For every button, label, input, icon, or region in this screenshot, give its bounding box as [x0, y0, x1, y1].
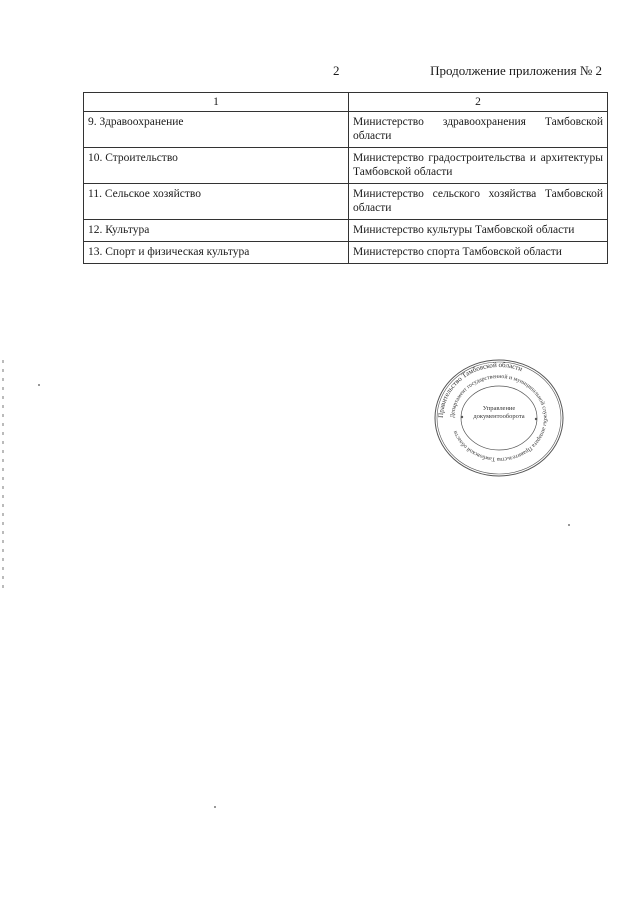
page-number: 2 [333, 63, 340, 78]
table-row [84, 148, 608, 184]
seal-outer-text: Правительство Тамбовской области [436, 360, 524, 419]
seal-stamp [432, 357, 566, 479]
ministry-cell: Министерство здравоохранения Тамбовской области [349, 112, 608, 148]
scan-speck [38, 384, 40, 386]
ministry-cell: Министерство градостроительства и архитектуры Тамбовской области [349, 148, 608, 184]
ministry-cell: Министерство спорта Тамбовской области [349, 242, 608, 264]
ministry-cell: Министерство культуры Тамбовской области [349, 220, 608, 242]
scan-speck [214, 806, 216, 808]
seal-inner-text: Департамент государственной и муниципальной службы аппарата Правительства Тамбовской области [449, 373, 549, 463]
sector-cell: 11. Сельское хозяйство [84, 184, 349, 220]
sector-cell: 12. Культура [84, 220, 349, 242]
annex-table [83, 92, 608, 264]
table-row [84, 242, 608, 264]
table-header-row [84, 93, 608, 112]
table-row [84, 112, 608, 148]
sector-cell: 10. Строительство [84, 148, 349, 184]
scan-edge-mark [2, 360, 4, 590]
seal-center-text: Управление документооборота [473, 405, 525, 420]
table-row [84, 184, 608, 220]
continuation-label: Продолжение приложения № 2 [430, 63, 602, 78]
column-header-1: 1 [84, 93, 349, 112]
sector-cell: 9. Здравоохранение [84, 112, 349, 148]
ministry-cell: Министерство сельского хозяйства Тамбовской области [349, 184, 608, 220]
official-seal [432, 357, 566, 479]
sector-cell: 13. Спорт и физическая культура [84, 242, 349, 264]
table-row [84, 220, 608, 242]
column-header-2: 2 [349, 93, 608, 112]
scan-speck [568, 524, 570, 526]
